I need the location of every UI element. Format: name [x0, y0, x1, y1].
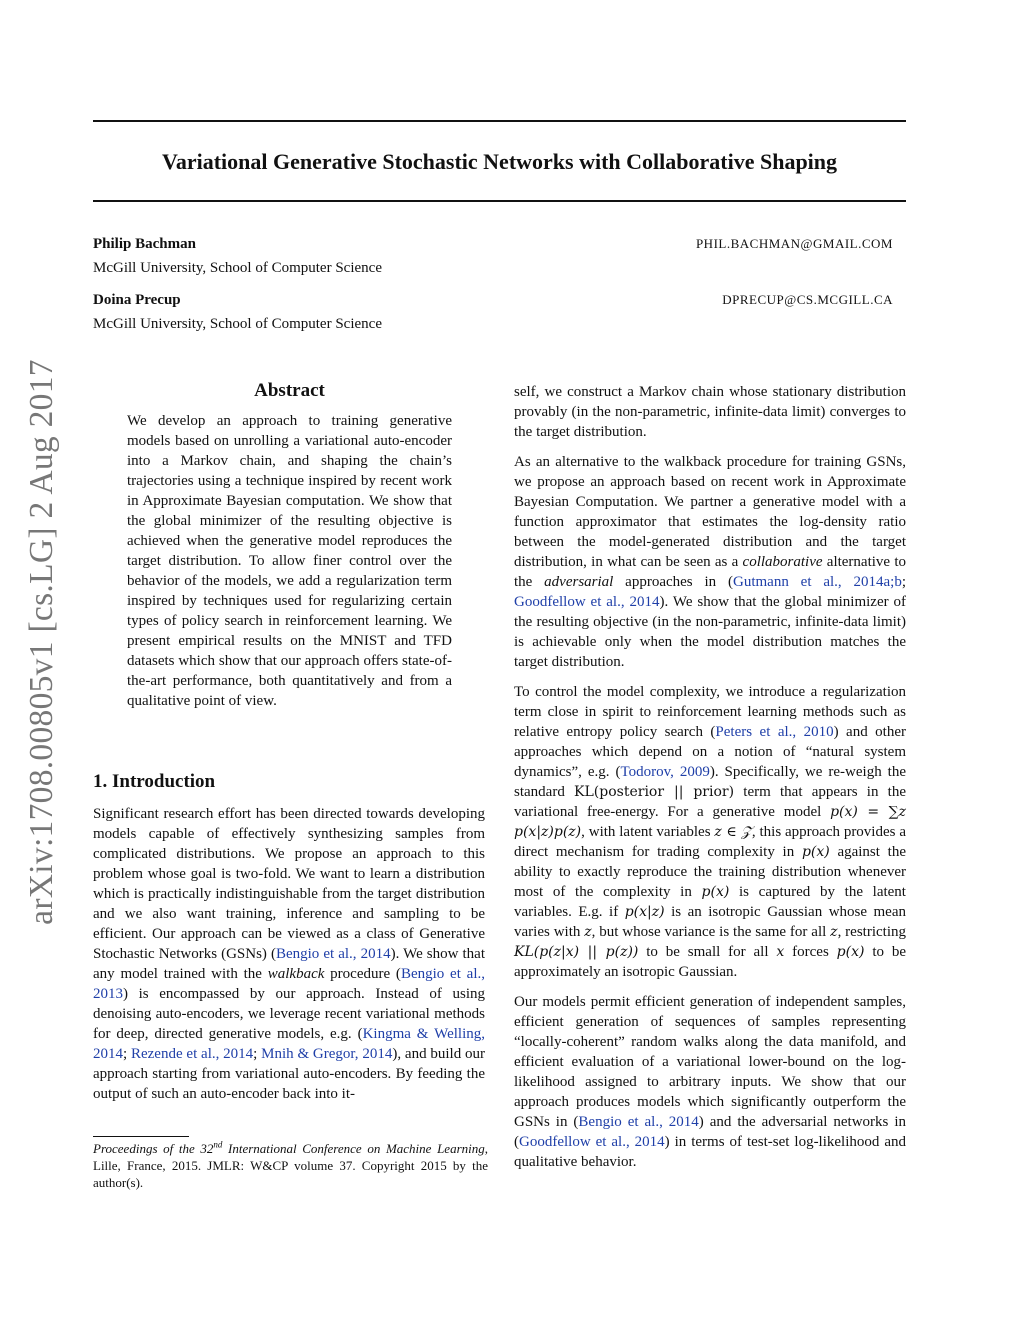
author-email-1[interactable]: PHIL.BACHMAN@GMAIL.COM: [695, 236, 893, 251]
citation-link[interactable]: Gutmann et al., 2014a;b: [733, 574, 902, 590]
citation-link[interactable]: Todorov, 2009: [620, 764, 710, 780]
right-column: [514, 382, 906, 1182]
citation-link[interactable]: Goodfellow et al., 2014: [519, 1134, 665, 1150]
citation-link[interactable]: Bengio et al., 2014: [578, 1114, 699, 1130]
conference-footnote: Proceedings of the 32nd International Conference on Machine Learning, Lille, France, 2015. JMLR: W&CP volume 37. Copyright 2015 by the author(s).: [93, 1139, 488, 1190]
footnote-rule: [93, 1136, 189, 1137]
author-name-2: Doina Precup: [93, 292, 181, 308]
introduction-heading: 1. Introduction: [93, 771, 216, 792]
citation-link[interactable]: Bengio et al., 2014: [275, 946, 391, 962]
abstract-text: We develop an approach to training generative models based on unrolling a variational auto-encoder into a Markov chain, and shaping the chain’s trajectories using a technique inspired by recent work in Approximate Bayesian computation. We show that the global minimizer of the resulting objective is achieved when the generative model reproduces the target distribution. To allow finer control over the behavior of the models, we add a regularization term inspired by techniques used for regularizing certain types of policy search in reinforcement learning. We present empirical results on the MNIST and TFD datasets which show that our approach offers state-of-the-art performance, both quantitatively and from a qualitative point of view.: [127, 413, 452, 709]
author-name-1: Philip Bachman: [93, 236, 196, 252]
intro-paragraph-2: As an alternative to the walkback procedure for training GSNs, we propose an approach based on recent work in Approximate Bayesian Computation. We partner a generative model with a function approximator that estimates the log-density ratio between the model-generated distribution and the target distribution, in what can be seen as a collaborative alternative to the adversarial approaches in (Gutmann et al., 2014a;b; Goodfellow et al., 2014). We show that the global minimizer of the resulting objective (in the non-parametric, infinite-data limit) is achievable only when the model distribution matches the target distribution.: [514, 454, 906, 670]
title-bottom-rule: [93, 200, 906, 202]
intro-paragraph-4: Our models permit efficient generation of independent samples, efficient generation of sequences of samples representing “locally-coherent” random walks along the data manifold, and efficient evaluation of a variational lower-bound on the log-likelihood assigned to arbitrary inputs. We show that our approach produces models which significantly outperform the GSNs in (Bengio et al., 2014) and the adversarial networks in (Goodfellow et al., 2014) in terms of test-set log-likelihood and qualitative behavior.: [514, 994, 906, 1170]
citation-link[interactable]: Goodfellow et al., 2014: [514, 594, 660, 610]
top-rule: [93, 120, 906, 122]
citation-link[interactable]: Rezende et al., 2014: [130, 1046, 254, 1062]
model-equation: p(x) = ∑z p(x|z)p(z): [514, 804, 906, 840]
abstract-heading: Abstract: [254, 380, 325, 401]
kl-equation: KL(p(z|x) || p(z)): [514, 944, 639, 960]
citation-link[interactable]: Kingma & Welling, 2014: [93, 1026, 485, 1062]
author-affiliation-1: McGill University, School of Computer Science: [93, 260, 382, 276]
intro-paragraph-1: Significant research effort has been directed towards developing models capable of effectively synthesizing samples from complicated distributions. We propose an approach to this problem whose goal is two-fold. We want to learn a distribution which is practically indistinguishable from the target distribution and we also want training, inference and sampling to be efficient. Our approach can be viewed as a class of Generative Stochastic Networks (GSNs) (Bengio et al., 2014). We show that any model trained with the walkback procedure (Bengio et al., 2013) is encompassed by our approach. Instead of using denoising auto-encoders, we leverage recent variational methods for deep, directed generative models, e.g. (Kingma & Welling, 2014; Rezende et al., 2014; Mnih & Gregor, 2014), and build our approach starting from variational auto-encoders. By feeding the output of such an auto-encoder back into it-: [93, 806, 486, 1102]
intro-paragraph-1-continued: self, we construct a Markov chain whose stationary distribution provably (in the non-parametric, infinite-data limit) converges to the target distribution.: [514, 384, 906, 440]
kl-term: KL(posterior || prior): [574, 784, 735, 800]
arxiv-identifier-stamp[interactable]: arXiv:1708.00805v1 [cs.LG] 2 Aug 2017: [23, 359, 60, 925]
citation-link[interactable]: Mnih & Gregor, 2014: [261, 1046, 393, 1062]
intro-paragraph-3: To control the model complexity, we introduce a regularization term close in spirit to reinforcement learning methods such as relative entropy policy search (Peters et al., 2010) and other approaches which depend on a notion of “natural system dynamics”, e.g. (Todorov, 2009). Specifically, we re-weigh the standard KL(posterior || prior) term that appears in the variational free-energy. For a generative model p(x) = ∑z p(x|z)p(z), with latent variables z ∈ 𝒵, this approach provides a direct mechanism for trading complexity in p(x) against the ability to exactly reproduce the training distribution whenever most of the complexity in p(x) is captured by the latent variables. E.g. if p(x|z) is an isotropic Gaussian whose mean varies with z, but whose variance is the same for all z, restricting KL(p(z|x) || p(z)) to be small for all x forces p(x) to be approximately an isotropic Gaussian.: [514, 684, 907, 980]
paper-title: Variational Generative Stochastic Networks with Collaborative Shaping: [161, 149, 838, 174]
citation-link[interactable]: Peters et al., 2010: [715, 724, 834, 740]
author-email-2[interactable]: DPRECUP@CS.MCGILL.CA: [722, 292, 893, 307]
author-affiliation-2: McGill University, School of Computer Science: [93, 316, 382, 332]
citation-link[interactable]: Bengio et al., 2013: [93, 966, 485, 1002]
